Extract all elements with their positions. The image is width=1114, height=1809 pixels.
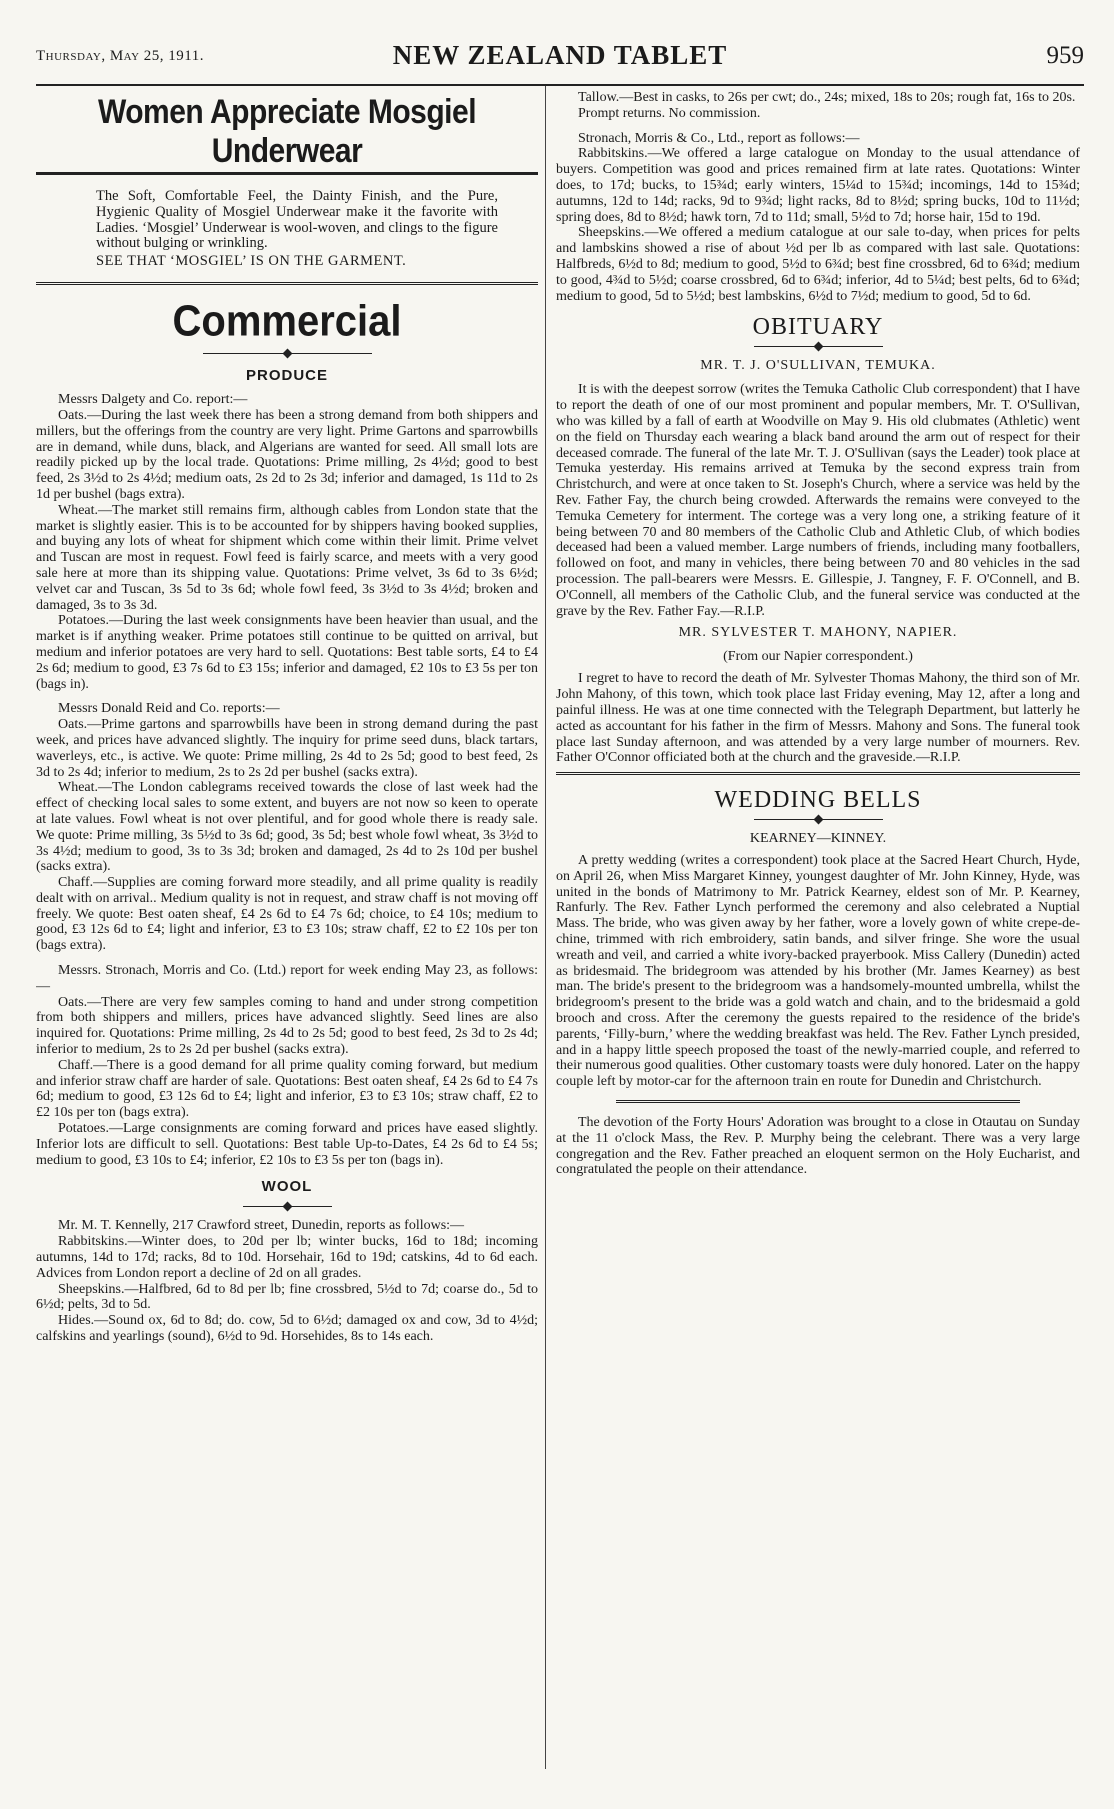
osullivan-text: It is with the deepest sorrow (writes the Temuka Catholic Club correspondent) that I have to report the death of one of our most prominent and popular members, Mr. T. O'Sullivan, who was killed by a fall of earth at Woodville on May 9. His old clubmates (Athletic) went on the field on Thursday each wearing a black band around the arm out of respect for their deceased comrade. The funeral of the late Mr. T. J. O'Sullivan (says the Leader) took place at Temuka yesterday. His remains arrived at Temuka by the second express train from Christchurch, and were at once taken to St. Joseph's Church, where a service was held by the Rev. Father Fay, the church being crowded. Afterwards the remains were conveyed to the Temuka Cemetery for interment. The cortege was a very long one, a striking feature of it being between 70 and 80 members of the Catholic Club and Athletic Club, of which bodies deceased had been a valued member. Large numbers of friends, including many footballers, followed on foot, and many in vehicles, there being between 70 and 80 vehicles in the sad procession. The pall-bearers were Messrs. E. Gillespie, J. Tangney, F. F. O'Connell, and B. O'Connell, all members of the Catholic Club, and the funeral service was conducted at the grave by the Rev. Father Fay.—R.I.P. [556,382,1080,619]
ornament-divider [556,816,1080,823]
right-column [556,90,1080,1769]
masthead-rule [36,84,1084,86]
wedding-heading: WEDDING BELLS [714,787,922,814]
advertisement-text: The Soft, Comfortable Feel, the Dainty Finish, and the Pure, Hygienic Quality of Mosgiel Underwear make it the favorite with Ladies. ‘Mosgiel’ Underwear is wool-woven, and clings to the figure without bulging or wrinkling. [96,188,498,252]
stronach-intro: Messrs. Stronach, Morris and Co. (Ltd.) report for week ending May 23, as follows:— [36,963,538,994]
tallow-report: Tallow.—Best in casks, to 26s per cwt; do., 24s; mixed, 18s to 20s; rough fat, 16s to 20s. [578,90,1076,105]
stronach-potatoes: Potatoes.—Large consignments are coming forward and prices have eased slightly. Inferior lots are difficult to sell. Quotations: Best table Up-to-Dates, £4 2s 6d to £4 5s; medium to good, £3 10s to £4; inferior, £2 10s to £3 5s per ton (bags in). [36,1121,538,1168]
kennelly-hides: Hides.—Sound ox, 6d to 8d; do. cow, 5d to 6½d; damaged ox and cow, 3d to 4½d; calfskins and yearlings (sound), 6½d to 9d. Horsehides, 8s to 14s each. [36,1313,538,1345]
stronach2-rabbitskins: Rabbitskins.—We offered a large catalogue on Monday to the usual attendance of buyers. Competition was good and prices remained firm at late rates. Quotations: Winter does, to 17d; bucks, to 15¾d; early winters, 15¼d to 15¾d; incomings, 14d to 15¾d; autumns, 12d to 14d; racks, 9d to 9¾d; light racks, 8d to 8½d; spring bucks, 10d to 11½d; spring does, 8d to 8½d; hawk torn, 7d to 11d; small, 5½d to 7d; horse hair, 15d to 19d. [556,146,1080,225]
mahony-heading: MR. SYLVESTER T. MAHONY, NAPIER. [678,625,958,641]
ornament-divider [556,343,1080,350]
advertisement-title: Women Appreciate Mosgiel Underwear [97,92,477,170]
reid-chaff: Chaff.—Supplies are coming forward more steadily, and all prime quality is readily dealt with on arrival.. Medium quality is not in request, and straw chaff is not moving off freely. We quote: Best oaten sheaf, £4 2s 6d to £4 7s 6d; choice, to £4 10s; medium to good, £3 12s 6d to £4; light and inferior, £3 to £3 10s; straw chaff, £2 to £2 10s per ton (bags extra). [36,875,538,954]
reid-wheat: Wheat.—The London cablegrams received towards the close of last week had the effect of checking local sales to some extent, and buyers are not now so keen to operate at late values. Fowl wheat is not over plentiful, and for good whole there is ready sale. We quote: Prime milling, 3s 5½d to 3s 6d; good, 3s 5d; best whole fowl wheat, 3s 3½d to 3s 4½d; medium to good, 3s to 3s 3d; broken and damaged, 2s 4d to 2s 10d per bushel (sacks extra). [36,780,538,875]
mahony-text: I regret to have to record the death of Mr. Sylvester Thomas Mahony, the third son of Mr. John Mahony, of this town, which took place last Friday evening, May 12, after a long and painful illness. He was at one time connected with the Telegraph Department, but latterly he acted as accountant for his father in the firm of Messrs. Mahony and Sons. The funeral took place last Sunday afternoon, and was attended by a very large number of mourners. Rev. Father O'Connor officiated both at the church and the graveside.—R.I.P. [556,671,1080,766]
kennelly-intro: Mr. M. T. Kennelly, 217 Crawford street, Dunedin, reports as follows:— [58,1218,465,1234]
wedding-text: A pretty wedding (writes a correspondent) took place at the Sacred Heart Church, Hyde, on April 26, when Miss Margaret Kinney, youngest daughter of Mr. John Kinney, Hyde, was united in the bonds of Matrimony to Mr. Patrick Kearney, eldest son of Mr. P. Kearney, Ranfurly. The Rev. Father Lynch performed the ceremony and also celebrated a Nuptial Mass. The bride, who was given away by her father, wore a lovely gown of white crepe-de-chine, trimmed with rich embroidery, satin bands, and silver fringe. She wore the usual wreath and veil, and carried a white ivory-backed prayerbook. Miss Callery (Dunedin) acted as bridesmaid. The bridegroom was attended by his brother (Mr. James Kearney) as best man. The bride's present to the bridegroom was a handsomely-mounted umbrella, whilst the bridegroom's present to the bride was a gold watch and chain, and to the bridesmaid a gold brooch and cross. After the ceremony the guests repaired to the residence of the bride's parents, ‘Filly-burn,’ where the wedding breakfast was held. The Rev. Father Lynch presided, and in a happy little speech proposed the toast of the newly-married couple, and referred to their numerous good qualities. Other customary toasts were duly honored. Later on the happy couple left by motor-car for the afternoon train en route for Dunedin and Christchurch. [556,853,1080,1090]
left-column [36,90,538,1769]
kennelly-rabbitskins: Rabbitskins.—Winter does, to 20d per lb; winter bucks, 16d to 18d; incoming autumns, 14d to 17d; racks, 8d to 10d. Horsehair, 16d to 19d; catskins, 4d to 6d each. Advices from London report a decline of 2d on all grades. [36,1234,538,1281]
obituary-heading: OBITUARY [752,314,884,341]
wool-heading: WOOL [261,1178,313,1196]
stronach-chaff: Chaff.—There is a good demand for all prime quality coming forward, but medium and inferior straw chaff are harder of sale. Quotations: Best oaten sheaf, £4 2s 6d to £4 7s 6d; medium to good, £3 12s 6d to £4; light and inferior, £3 to £3 10s; straw chaff, £2 to £2 10s per ton (bags extra). [36,1057,538,1121]
newspaper-title: NEW ZEALAND TABLET [392,40,728,70]
ad-rule-top [36,172,538,175]
dalgety-intro: Messrs Dalgety and Co. report:— [58,392,248,408]
masthead [36,40,1084,82]
issue-date: Thursday, May 25, 1911. [36,48,204,64]
forty-hours-text: The devotion of the Forty Hours' Adoration was brought to a close in Otautau on Sunday at the 11 o'clock Mass, the Rev. P. Murphy being the celebrant. There was a very large congregation and the Rev. Father preached an eloquent sermon on the Holy Eucharist, and congratulated the people on their attendance. [556,1115,1080,1178]
kennelly-sheepskins: Sheepskins.—Halfbred, 6d to 8d per lb; fine crossbred, 5½d to 7d; coarse do., 5d to 6½d; pelts, 3d to 5d. [36,1281,538,1313]
commercial-heading: Commercial [172,296,402,346]
dalgety-wheat: Wheat.—The market still remains firm, although cables from London state that the market is slightly easier. This is to be accounted for by shippers having booked supplies, and buying any lots of wheat for shipment which come within their limit. Prime velvet and Tuscan are most in request. Fowl feed is fairly scarce, and meets with a very good sale here at more than its shipping value. Quotations: Prime velvet, 3s 6d to 3s 6½d; velvet car and Tuscan, 3s 5d to 3s 6d; whole fowl feed, 3s 3½d to 3s 4½d; broken and damaged, 3s to 3s 3d. [36,502,538,613]
page-number: 959 [1046,42,1084,69]
advertisement-body [36,181,538,276]
section-rule [616,1100,1020,1105]
osullivan-heading: MR. T. J. O'SULLIVAN, TEMUKA. [700,358,936,374]
column-divider [545,86,546,1769]
dalgety-potatoes: Potatoes.—During the last week consignments have been heavier than usual, and the market is if anything weaker. Prime potatoes still continue to be quitted on arrival, but medium and inferior potatoes are very hard to sell. Quotations: Best table sorts, £4 to £4 2s 6d; medium to good, £3 7s 6d to £3 15s; inferior and damaged, £2 10s to £3 5s per ton (bags in). [36,613,538,692]
wedding-subheading: KEARNEY—KINNEY. [749,831,887,847]
advertisement-tagline: SEE THAT ‘MOSGIEL’ IS ON THE GARMENT. [96,253,407,270]
stronach-oats: Oats.—There are very few samples coming to hand and under strong competition from both shippers and millers, prices have advanced slightly. Seed lines are also inquired for. Quotations: Prime milling, 2s 4d to 2s 5d; good to best feed, 2s 3d to 2s 4d; inferior to medium, 2s to 2s 2d per bushel (sacks extra). [36,994,538,1058]
dalgety-oats: Oats.—During the last week there has been a strong demand from both shippers and millers, but the offerings from the country are very light. Prime Gartons and sparrowbills are in demand, while duns, black, and Algerians are wanted for seed. All small lots are readily picked up by the local trade. Quotations: Prime milling, 2s 4½d; good to best feed, 2s 3½d to 2s 4½d; medium oats, 2s 2d to 2s 3d; inferior and damaged, 1s 11d to 2s 1d per bushel (bags extra). [36,407,538,502]
ad-rule-bottom [36,282,538,287]
section-rule [556,772,1080,777]
stronach2-intro: Stronach, Morris & Co., Ltd., report as follows:— [578,130,860,146]
reid-oats: Oats.—Prime gartons and sparrowbills have been in strong demand during the past week, and prices have advanced slightly. The inquiry for prime seed duns, black tartars, waverleys, etc., is active. We quote: Prime milling, 2s 4d to 2s 5d; good to best feed, 2s 3d to 2s 4d; inferior to medium, 2s to 2s 2d per bushel (sacks extra). [36,717,538,780]
ornament-divider [36,350,538,357]
mahony-byline: (From our Napier correspondent.) [723,649,913,665]
produce-heading: PRODUCE [245,367,328,385]
ornament-divider [36,1203,538,1210]
stronach2-sheepskins: Sheepskins.—We offered a medium catalogue at our sale to-day, when prices for pelts and lambskins showed a rise of about ½d per lb as compared with last sale. Quotations: Halfbreds, 6½d to 8d; medium to good, 5½d to 6¾d; best fine crossbred, 6d to 6¾d; medium to good, 4¾d to 5½d; coarse crossbred, 6d to 6¾d; inferior, 4d to 5¼d; best pelts, 6d to 6¾d; medium to good, 5d to 5½d; best lambskins, 6½d to 7½d; medium to good, 5d to 6d. [556,225,1080,304]
prompt-returns: Prompt returns. No commission. [578,105,761,121]
reid-intro: Messrs Donald Reid and Co. reports:— [58,701,280,717]
